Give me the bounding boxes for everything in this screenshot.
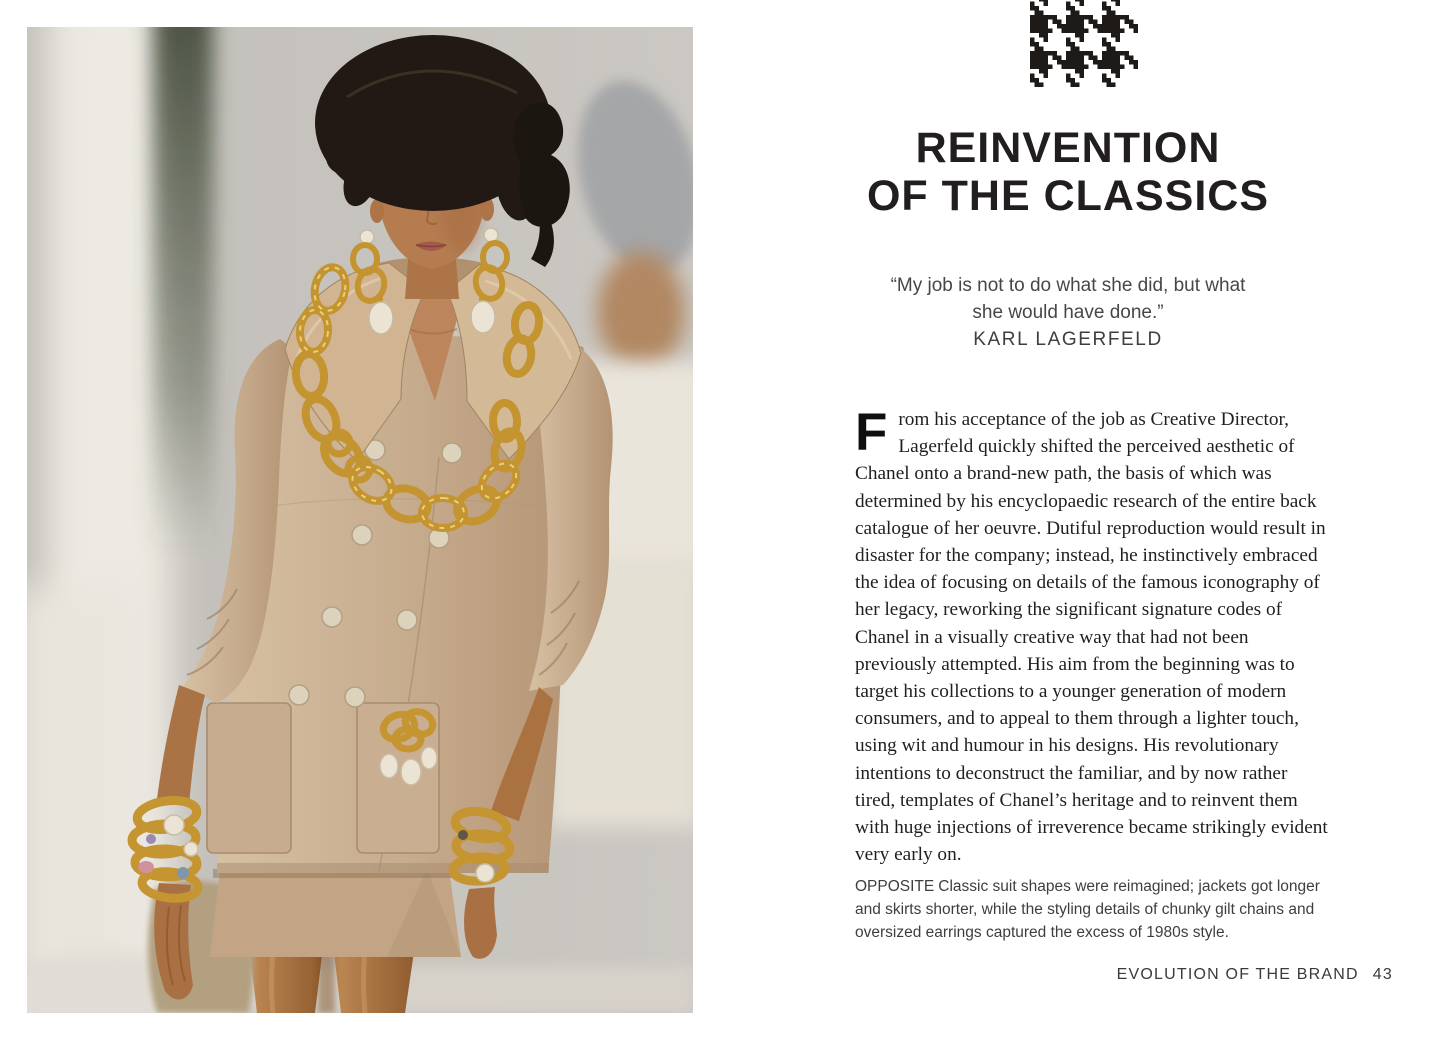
caption-label: OPPOSITE bbox=[855, 878, 935, 895]
body-paragraph bbox=[855, 403, 1329, 868]
running-footer bbox=[1117, 965, 1393, 985]
pull-quote bbox=[833, 272, 1303, 353]
quote-attribution: KARL LAGERFELD bbox=[973, 329, 1163, 350]
caption-text: Classic suit shapes were reimagined; jackets got longer and skirts shorter, while the styling details of chunky gilt chains and oversized earrings captured the excess of 1980s style. bbox=[855, 878, 1320, 941]
footer-section-title: EVOLUTION OF THE BRAND bbox=[1116, 966, 1359, 983]
drop-cap: F bbox=[855, 403, 888, 462]
quote-line-1: “My job is not to do what she did, but what bbox=[890, 275, 1246, 296]
chapter-title bbox=[833, 124, 1303, 220]
quote-line-2: she would have done.” bbox=[972, 302, 1164, 323]
chapter-title-line-1: REINVENTION bbox=[915, 124, 1221, 172]
body-text: rom his acceptance of the job as Creative Director, Lagerfeld quickly shifted the perceived aesthetic of Chanel onto a brand-new path, the basis of which was determined by his encyclopaedic research of the entire back catalogue of her oeuvre. Dutiful reproduction would result in disaster for the company; instead, he instinctively embraced the idea of focusing on details of the famous iconography of her legacy, reworking the significant signature codes of Chanel in a visually creative way that had not been previously attempted. His aim from the beginning was to target his collections to a younger generation of modern consumers, and to appeal to them through a lighter touch, using wit and humour in his designs. His revolutionary intentions to deconstruct the familiar, and by now rather tired, templates of Chanel’s heritage and to reinvent them with huge injections of irreverence became strikingly evident very early on. bbox=[855, 409, 1328, 866]
runway-photo-illustration bbox=[27, 27, 693, 1013]
photo-caption bbox=[855, 875, 1327, 944]
chapter-title-line-2: OF THE CLASSICS bbox=[866, 172, 1270, 220]
houndstooth-pattern-icon bbox=[1030, 0, 1138, 87]
runway-photo bbox=[27, 27, 693, 1013]
footer-page-number: 43 bbox=[1372, 966, 1393, 983]
quote-text bbox=[833, 272, 1303, 326]
